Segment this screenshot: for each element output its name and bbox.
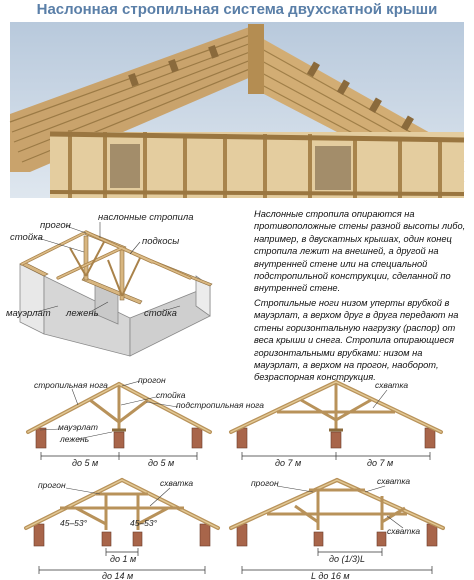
dim-right: до 7 м bbox=[367, 458, 394, 468]
dim-small: до 1 м bbox=[110, 554, 137, 564]
wall-right bbox=[192, 428, 202, 448]
post-and-struts bbox=[277, 384, 395, 430]
label-stoyka: стойка bbox=[156, 390, 186, 400]
ridge-post bbox=[248, 24, 264, 94]
scheme-3 bbox=[0, 474, 237, 580]
dim-left: до 5 м bbox=[72, 458, 99, 468]
wall-center-right bbox=[377, 532, 386, 546]
roof-photo-drawing bbox=[10, 22, 464, 198]
label-podstrop: подстропильная нога bbox=[176, 400, 264, 410]
wall-center bbox=[114, 432, 124, 448]
wall-center-left bbox=[102, 532, 111, 546]
wall-left bbox=[36, 428, 46, 448]
label-mauerlat: мауэрлат bbox=[6, 308, 51, 319]
dim-total: L до 16 м bbox=[311, 571, 350, 580]
dim-right: до 5 м bbox=[148, 458, 175, 468]
label-mauerlat: мауэрлат bbox=[58, 422, 98, 432]
paragraph-1: Наслонные стропила опираются на противоположные стены разной высоты либо, например, в двускатных крышах, один конец стропила лежит на внешней, а другой на внутренней стене или на специальной подстропильной конструкции, сделанной по внутренней стене. bbox=[254, 209, 466, 294]
label-stoyka-right: стойка bbox=[144, 308, 177, 319]
page-title: Наслонная стропильная система двухскатной крыши bbox=[36, 1, 438, 18]
roof-photo bbox=[10, 22, 464, 198]
posts-and-struts bbox=[267, 490, 407, 530]
wall-left bbox=[34, 524, 44, 546]
wall-center-left bbox=[314, 532, 323, 546]
label-naslonnye: наслонные стропила bbox=[98, 212, 194, 223]
dim-total: до 14 м bbox=[102, 571, 134, 580]
scheme-1 bbox=[0, 372, 264, 472]
wall-right bbox=[425, 428, 435, 448]
wall-left bbox=[237, 524, 247, 546]
label-progon: прогон bbox=[38, 480, 66, 490]
label-podkosy: подкосы bbox=[142, 236, 180, 247]
angle-right: 45–53° bbox=[130, 518, 158, 528]
wall-center bbox=[331, 432, 341, 448]
label-progon: прогон bbox=[251, 478, 279, 488]
wall-right bbox=[427, 524, 437, 546]
label-progon: прогон bbox=[40, 220, 71, 231]
label-skhvatka-bottom: схватка bbox=[387, 526, 421, 536]
wall-bottom-plate bbox=[50, 192, 464, 194]
scheme-4 bbox=[237, 474, 474, 580]
label-lezhen: лежень bbox=[66, 308, 99, 319]
label-progon: прогон bbox=[138, 375, 166, 385]
wall-right bbox=[200, 524, 210, 546]
wall-opening bbox=[110, 144, 140, 188]
angle-left: 45–53° bbox=[60, 518, 88, 528]
scheme-2 bbox=[237, 372, 474, 472]
dim-small: до (1/3)L bbox=[329, 554, 365, 564]
dimension-line bbox=[242, 452, 430, 460]
wall-left bbox=[237, 428, 247, 448]
label-skhvatka: схватка bbox=[160, 478, 194, 488]
wall-center-right bbox=[133, 532, 142, 546]
paragraph-2: Стропильные ноги низом уперты врубкой в мауэрлат, а верхом друг в друга передают на стены горизонтальную нагрузку (распор) от веса крыши и снега. Стропила опирающиеся горизонтальными врубками: низом на мауэрлат, а верхом на прогон, наоборот, безраспорная конструкция. bbox=[254, 298, 459, 383]
label-strop-noga: стропильная нога bbox=[34, 380, 108, 390]
dim-left: до 7 м bbox=[275, 458, 302, 468]
label-lezhen: лежень bbox=[60, 434, 90, 444]
isometric-diagram bbox=[0, 206, 250, 356]
wall-opening bbox=[315, 146, 351, 190]
label-skhvatka: схватка bbox=[375, 380, 409, 390]
label-stoyka-left: стойка bbox=[10, 232, 43, 243]
label-skhvatka-top: схватка bbox=[377, 476, 411, 486]
